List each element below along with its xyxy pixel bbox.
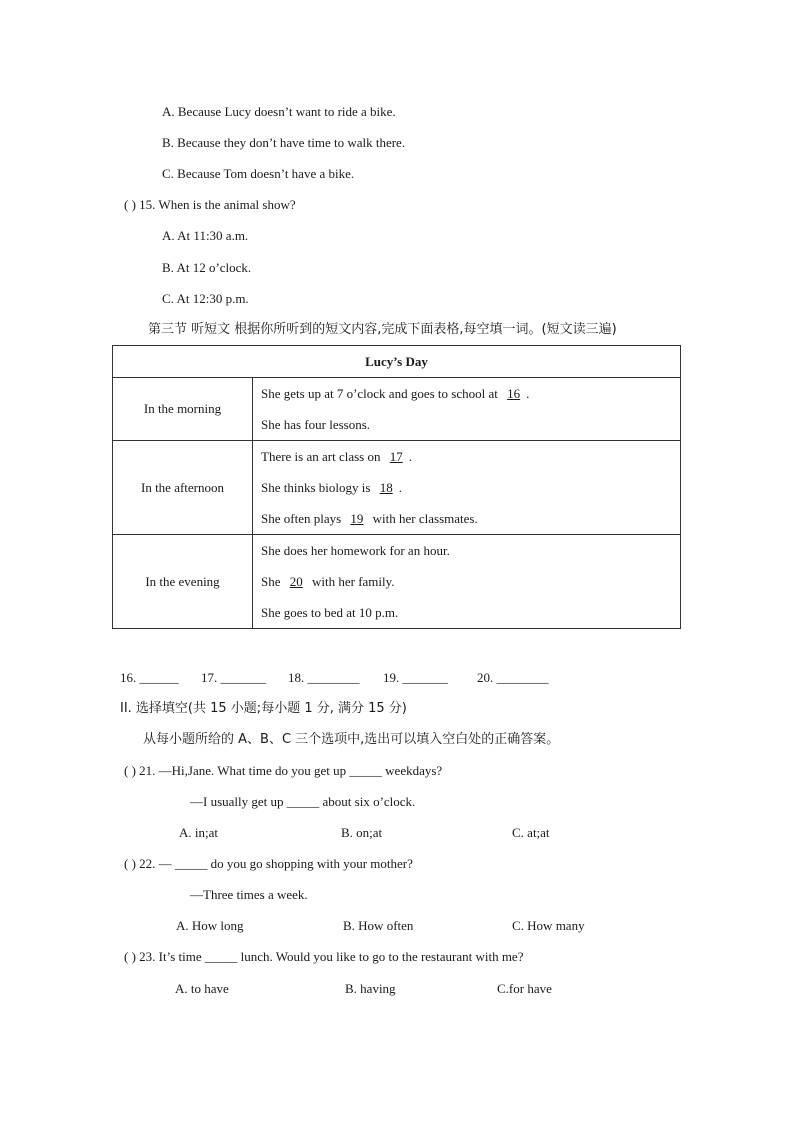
q21-option-c: C. at;at <box>512 825 550 840</box>
q21-reply: —I usually get up _____ about six o’clock. <box>190 794 416 809</box>
q21-stem: ( ) 21. —Hi,Jane. What time do you get up _____ weekdays? <box>124 763 443 778</box>
q22-option-c: C. How many <box>512 918 585 933</box>
part2-instruction: 从每小题所给的 A、B、C 三个选项中,选出可以填入空白处的正确答案。 <box>143 732 560 747</box>
q14-option-a: A. Because Lucy doesn’t want to ride a bike. <box>162 104 396 119</box>
q23-option-c: C.for have <box>497 981 552 996</box>
blank-19: 19 <box>350 511 364 526</box>
blank-17: 17 <box>389 449 403 464</box>
blank-16: 16 <box>507 386 521 401</box>
q15-option-a: A. At 11:30 a.m. <box>162 228 249 243</box>
row-content-morning <box>253 378 681 441</box>
table-line: She does her homework for an hour. <box>261 543 450 558</box>
table-line: She gets up at 7 o’clock and goes to school at 16 . <box>261 386 530 401</box>
row-content-afternoon <box>253 441 681 535</box>
q22-option-b: B. How often <box>343 918 414 933</box>
table-title: Lucy’s Day <box>113 346 681 378</box>
q15-option-b: B. At 12 o’clock. <box>162 260 252 275</box>
row-label-evening: In the evening <box>113 535 253 629</box>
table-line: She often plays 19 with her classmates. <box>261 511 478 526</box>
answer-blank-18[interactable]: 18. ________ <box>288 670 360 685</box>
q21-option-b: B. on;at <box>341 825 383 840</box>
table-line: She goes to bed at 10 p.m. <box>261 605 399 620</box>
table-row <box>113 535 681 629</box>
q14-option-c: C. Because Tom doesn’t have a bike. <box>162 166 355 181</box>
blank-20: 20 <box>289 574 303 589</box>
part2-heading: II. 选择填空(共 15 小题;每小题 1 分, 满分 15 分) <box>120 701 407 716</box>
table-row <box>113 441 681 535</box>
q23-option-a: A. to have <box>175 981 229 996</box>
q23-stem: ( ) 23. It’s time _____ lunch. Would you like to go to the restaurant with me? <box>124 949 524 964</box>
table-line: There is an art class on 17 . <box>261 449 412 464</box>
q15-option-c: C. At 12:30 p.m. <box>162 291 249 306</box>
answer-blank-16[interactable]: 16. ______ <box>120 670 179 685</box>
row-label-afternoon: In the afternoon <box>113 441 253 535</box>
blank-18: 18 <box>379 480 393 495</box>
table-row <box>113 378 681 441</box>
lucys-day-table <box>112 345 681 629</box>
q22-stem: ( ) 22. — _____ do you go shopping with your mother? <box>124 856 413 871</box>
q14-option-b: B. Because they don’t have time to walk there. <box>162 135 406 150</box>
row-label-morning: In the morning <box>113 378 253 441</box>
table-line: She 20 with her family. <box>261 574 395 589</box>
table-line: She has four lessons. <box>261 417 371 432</box>
row-content-evening <box>253 535 681 629</box>
q21-option-a: A. in;at <box>179 825 218 840</box>
q15-stem: ( ) 15. When is the animal show? <box>124 197 296 212</box>
section3-heading: 第三节 听短文 根据你所听到的短文内容,完成下面表格,每空填一词。(短文读三遍) <box>148 322 617 337</box>
q23-option-b: B. having <box>345 981 396 996</box>
answer-blank-17[interactable]: 17. _______ <box>201 670 266 685</box>
answer-blank-19[interactable]: 19. _______ <box>383 670 448 685</box>
q22-reply: —Three times a week. <box>190 887 308 902</box>
table-line: She thinks biology is 18 . <box>261 480 402 495</box>
answer-blank-20[interactable]: 20. ________ <box>477 670 549 685</box>
q22-option-a: A. How long <box>176 918 244 933</box>
